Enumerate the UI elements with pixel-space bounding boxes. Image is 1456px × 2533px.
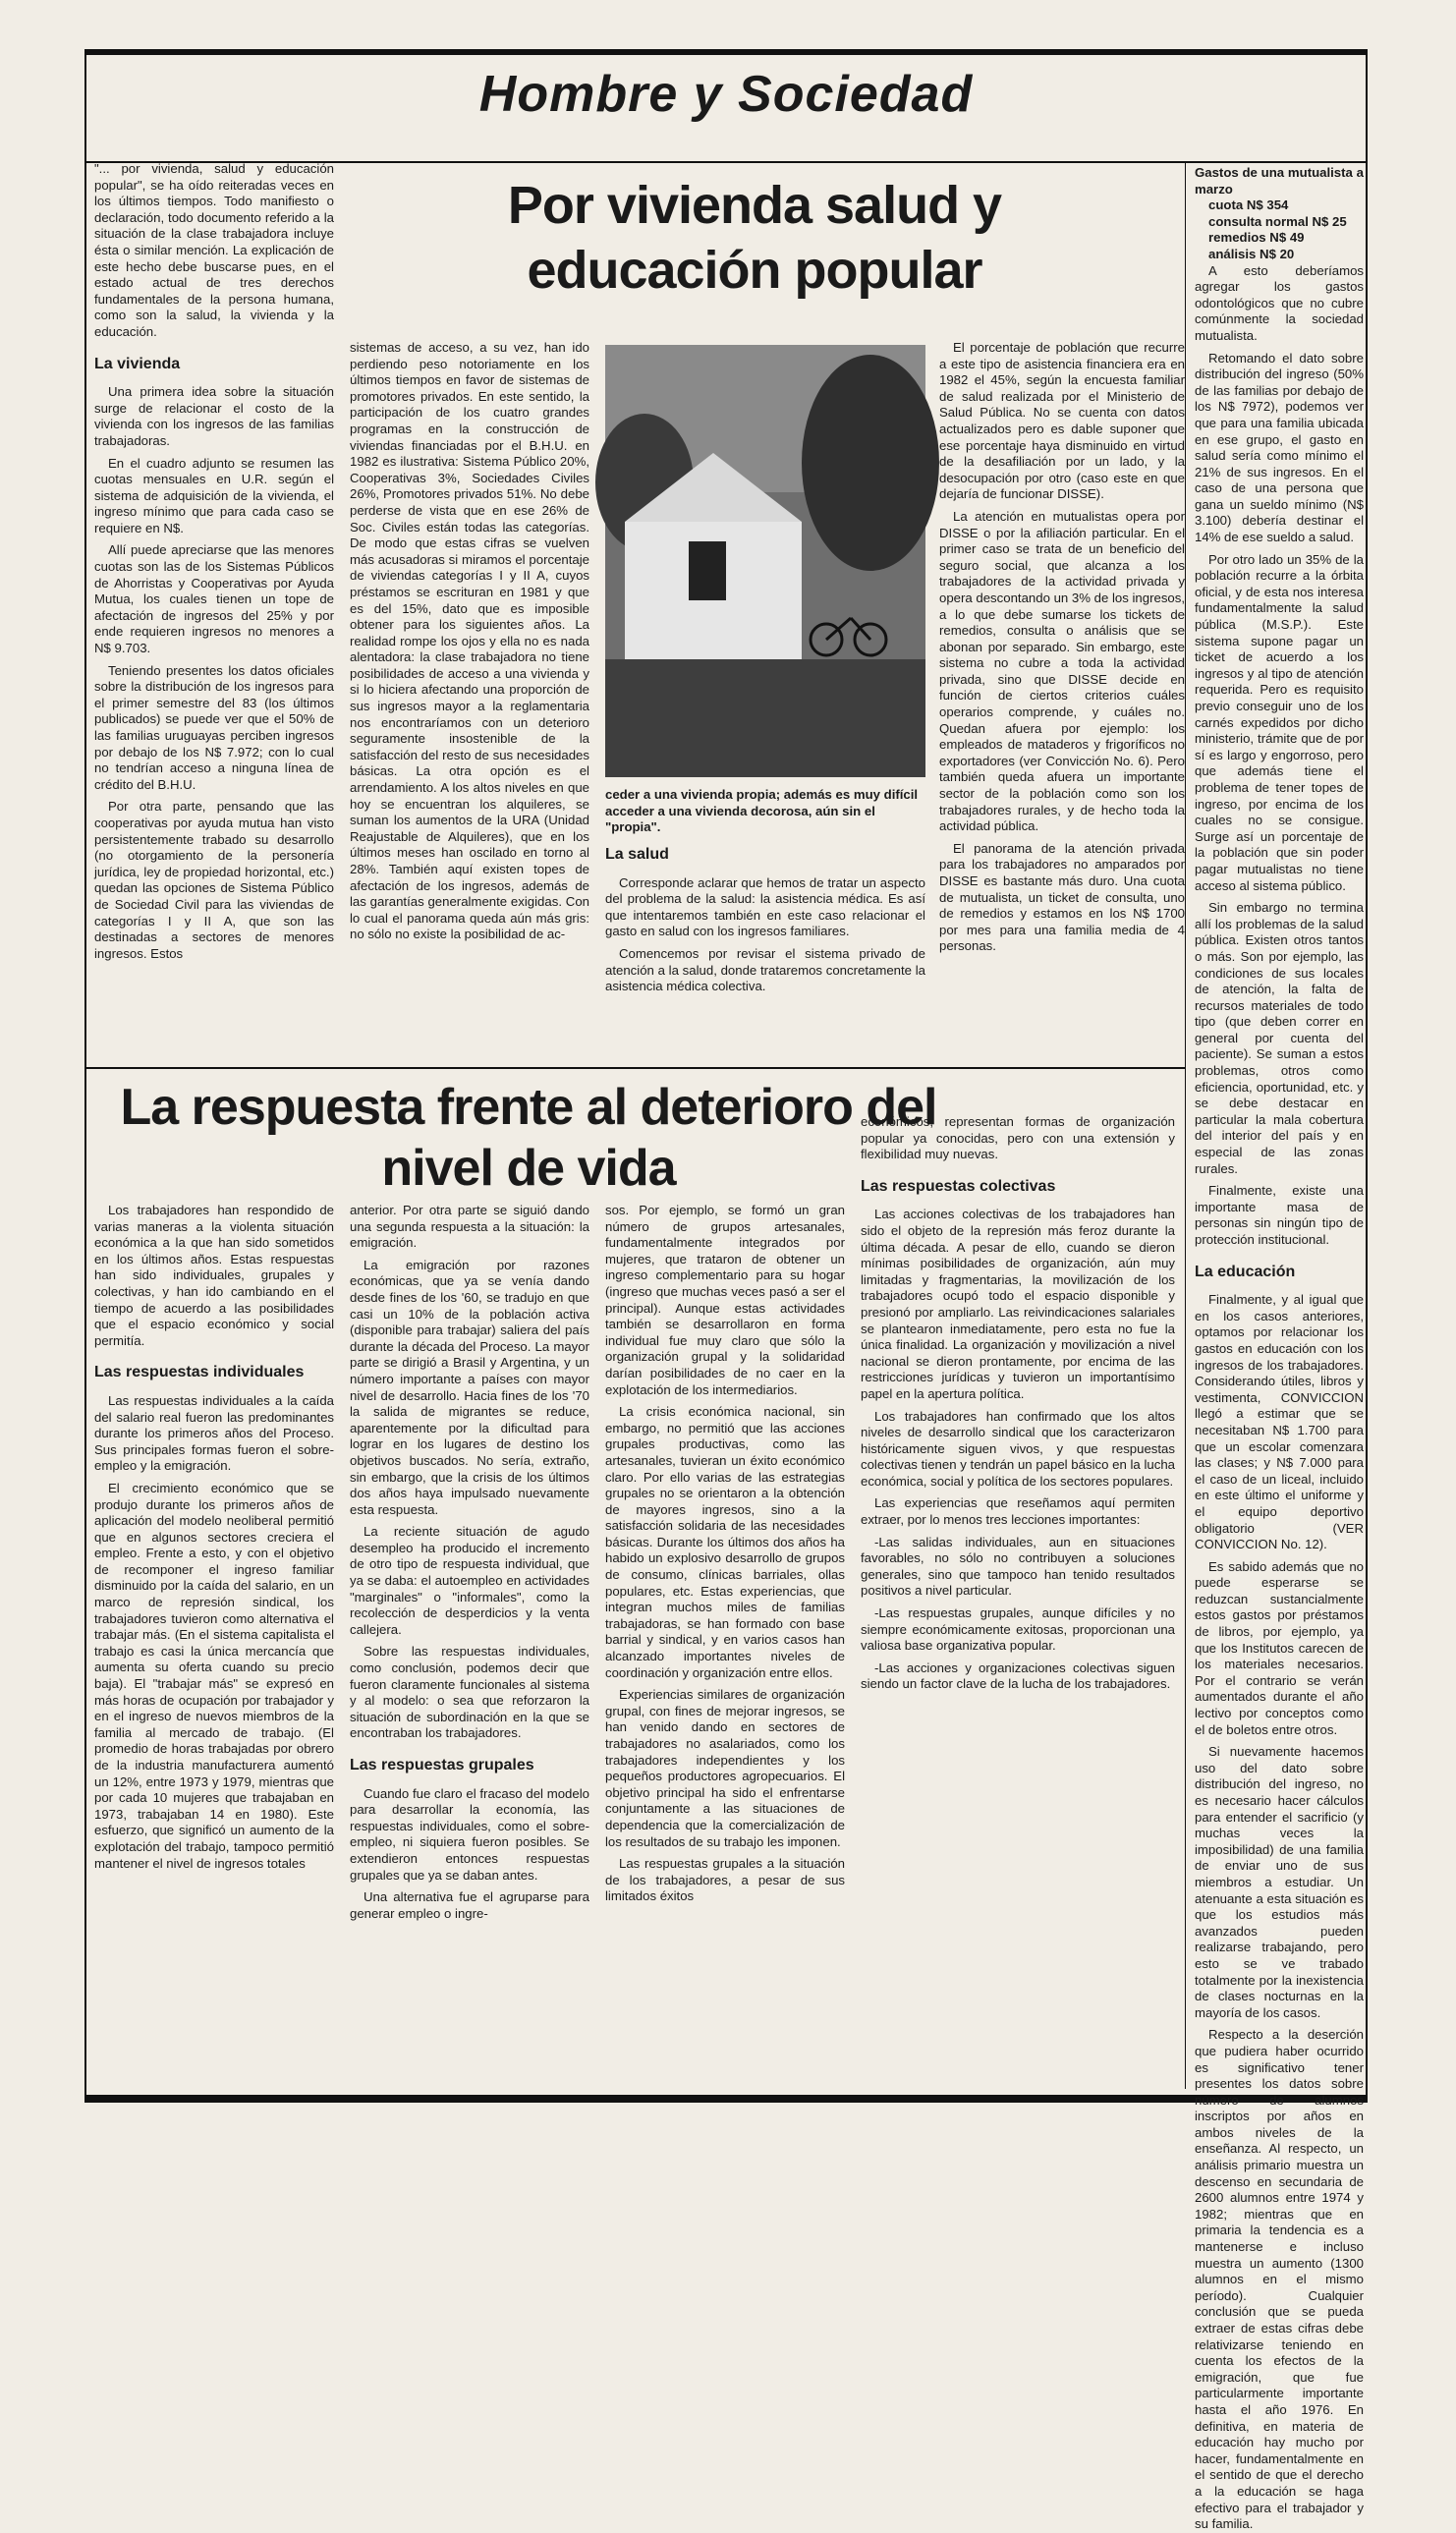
paragraph: Comencemos por revisar el sistema privado de atención a la salud, donde trataremos concretamente la asistencia médica colectiva.: [605, 945, 925, 994]
paragraph: Cuando fue claro el fracaso del modelo para desarrollar la economía, las respuestas individuales, como el sobre-empleo, ni siquiera fueron posibles. Se extendieron entonces respuestas grupales que ya se daban antes.: [350, 1785, 589, 1883]
intro-paragraph: "... por vivienda, salud y educación popular", se ha oído reiteradas veces en los últimos tiempos. Todo manifiesto o declaración, todo documento referido a la situación de la clase trabajadora incluye ésta o similar mención. La explicación de este hecho debe buscarse pues, en el estado actual de tres derechos fundamentales de la persona humana, como son la salud, la vivienda y la educación.: [94, 161, 334, 339]
house-photo: [605, 345, 925, 777]
paragraph: Allí puede apreciarse que las menores cuotas son las de los Sistemas Públicos de Ahorristas y Cooperativas por Ayuda Mutua, los cuales tienen un tope de afectación de ingresos del 25% y por ende requieren ingresos no menores a N$ 9.703.: [94, 542, 334, 656]
article-divider: [86, 1067, 1185, 1069]
paragraph: La crisis económica nacional, sin embargo, no permitió que las acciones grupales productivas, como las artesanales, tuvieran un éxito económico claro. Por ello varias de las estrategias grupales no se orientaron a la obtención de mayores ingresos, sino a la satisfacción solidaria de las necesidades básicas. Durante los últimos dos años ha habido un explosivo desarrollo de grupos de consumo, clínicas barriales, ollas populares, etc. Estas experiencias, que integran muchos miles de familias trabajadoras, se han formado con base barrial y sindical, y en varios casos han alcanzado importantes niveles de coordinación y organización entre ellos.: [605, 1404, 845, 1680]
paragraph: Teniendo presentes los datos oficiales sobre la distribución de los ingresos para el primer semestre del 83 (los últimos publicados) se puede ver que el 50% de las familias uruguayas perciben ingresos por debajo de los N$ 7.972; con lo cual no tendrían acceso a ninguna línea de crédito del B.H.U.: [94, 662, 334, 792]
section-title: Hombre y Sociedad: [478, 66, 974, 123]
paragraph: La reciente situación de agudo desempleo ha producido el incremento de otro tipo de respuesta individual, que ya se daba: el autoempleo en actividades "marginales" o "informales", como la recolección de desperdicios y la venta callejera.: [350, 1524, 589, 1637]
paragraph: Sobre las respuestas individuales, como conclusión, podemos decir que fueron claramente funcionales al sistema y al modelo: o sea que reforzaron la situación de subordinación en la que se encontraban los trabajadores.: [350, 1644, 589, 1741]
paragraph: -Las salidas individuales, aun en situaciones favorables, no sólo no contribuyen a soluciones generales, sino que tampoco han tenido resultados positivos a nivel particular.: [861, 1534, 1175, 1599]
subheading-vivienda: La vivienda: [94, 355, 181, 372]
paragraph: Corresponde aclarar que hemos de tratar un aspecto del problema de la salud: la asistencia médica. Es así que intentaremos también en este caso relacionar el gasto en salud con los ingresos familiares.: [605, 874, 925, 939]
gastos-line: consulta normal N$ 25: [1208, 213, 1347, 229]
paragraph: Los trabajadores han confirmado que los altos niveles de desarrollo sindical que los caracterizaron históricamente siguen vivos, y que respuestas colectivas tienen y tendrán un papel básico en la lucha económica, social y política de los sectores populares.: [861, 1408, 1175, 1489]
article2-column-1: [94, 1203, 334, 2087]
paragraph: La atención en mutualistas opera por DISSE o por la afiliación particular. En el primer caso se trata de un beneficio del seguro social, que alcanza a los trabajadores de la actividad privada y opera descontando un 3% de los ingresos, a lo que debe sumarse los tickets de remedios, consulta o análisis que se abonan por separado. Sin embargo, este sistema no cubre a toda la actividad privada, sino que DISSE decide en función de ciertos criterios cuáles operarios comprende, y cuáles no. Quedan afuera por ejemplo: los empleados de mataderos y frigoríficos no exportadores (ver Convicción No. 6). Pero también queda afuera un importante sector de la población como son los trabajadores rurales, y de hecho toda la actividad pública.: [939, 508, 1186, 834]
article2-column-3: [605, 1203, 845, 2087]
paragraph: anterior. Por otra parte se siguió dando una segunda respuesta a la situación: la emigración.: [350, 1203, 589, 1251]
photo-caption: ceder a una vivienda propia; además es muy difícil acceder a una vivienda decorosa, aún sin el "propia".: [605, 787, 919, 835]
paragraph: Por otra parte, pensando que las cooperativas por ayuda mutua han visto persistentemente trabado su desarrollo (no otorgamiento de la personería jurídica, ley de propiedad horizontal, etc.) quedan las opciones de Sistema Público de Sociedad Civil para las viviendas de categorías I y II A, que son las destinadas a sectores de menores ingresos. Estos: [94, 799, 334, 961]
paragraph: Finalmente, existe una importante masa de personas sin ningún tipo de protección institucional.: [1195, 1183, 1364, 1247]
paragraph: sos. Por ejemplo, se formó un gran número de grupos artesanales, fundamentalmente integrados por mujeres, que trataron de obtener un ingreso complementario para su hogar (ingreso que muchas veces pasó a ser el principal). Aunque estas actividades también se desarrollaron en forma individual fue muy claro que sólo la organización grupal y la solidaridad darían posibilidades de no caer en la explotación de los intermediarios.: [605, 1203, 845, 1397]
paragraph: Los trabajadores han respondido de varias maneras a la violenta situación económica a la que han sido sometidos en los últimos años. Estas respuestas han sido individuales, grupales y colectivas, y han ido cambiando en el tiempo de acuerdo a las posibilidades que el espacio económico y social permitía.: [94, 1203, 334, 1348]
article2-column-2: [350, 1203, 589, 2087]
paragraph: A esto deberíamos agregar los gastos odontológicos que no cubre comúnmente la sociedad mutualista.: [1195, 262, 1364, 343]
subheading-individuales: Las respuestas individuales: [94, 1364, 305, 1381]
paragraph: Las experiencias que reseñamos aquí permiten extraer, por lo menos tres lecciones importantes:: [861, 1495, 1175, 1528]
gastos-line: análisis N$ 20: [1208, 246, 1295, 261]
subheading-grupales: Las respuestas grupales: [350, 1757, 534, 1773]
article2-column-4: [861, 1114, 1175, 2087]
gastos-line: cuota N$ 354: [1208, 197, 1289, 213]
article1-column-5: [1195, 165, 1364, 2532]
column-rule: [1185, 161, 1186, 2089]
paragraph: -Las acciones y organizaciones colectivas siguen siendo un factor clave de la lucha de los trabajadores.: [861, 1660, 1175, 1692]
paragraph: Respecto a la deserción que pudiera haber ocurrido es significativo tener presentes los datos sobre número de alumnos inscriptos por años en ambos niveles de la enseñanza. Al respecto, un análisis primario muestra un descenso en secundaria de 2600 alumnos entre 1974 y 1982; mientras que en primaria la tendencia es a mantenerse e incluso muestra un aumento (1300 alumnos en el mismo período). Cualquier conclusión que se pueda extraer de estas cifras debe relativizarse teniendo en cuenta los efectos de la emigración, que fue particularmente importante hasta el año 1976. En definitiva, en materia de educación hay mucho por hacer, fundamentalmente en el sentido de que el derecho a la educación se haga efectivo para el trabajador y su familia.: [1195, 2027, 1364, 2532]
paragraph: económicos, representan formas de organización popular ya conocidas, pero con una extensión y flexibilidad muy nuevas.: [861, 1114, 1175, 1162]
newspaper-page: [84, 49, 1368, 2532]
paragraph: Una primera idea sobre la situación surge de relacionar el costo de la vivienda con los ingresos de las familias trabajadoras.: [94, 384, 334, 448]
paragraph: En el cuadro adjunto se resumen las cuotas mensuales en U.R. según el sistema de adquisición de la vivienda, el ingreso mínimo que para cada caso se requiere en N$.: [94, 455, 334, 535]
paragraph: La emigración por razones económicas, que ya se venía dando desde fines de los '60, se tradujo en que casi un 10% de la población activa (disponible para trabajar) saliera del país durante la década del Proceso. La mayor parte se dirigió a Brasil y Argentina, y un número importante a países con mayor nivel de desarrollo. Hacia fines de los '70 la salida de migrantes se reduce, aparentemente por la dificultad para lograr en los lugares de destino los objetivos buscados. No sería, extraño, sin embargo, que la crisis de los últimos dos años haya impulsado nuevamente esta respuesta.: [350, 1257, 589, 1517]
subheading-salud: La salud: [605, 846, 669, 863]
paragraph: Las acciones colectivas de los trabajadores han sido el objeto de la represión más feroz durante la última década. A pesar de ello, cuando se dieron mínimas posibilidades de organización, aún muy limitadas y fragmentarias, la movilización de los trabajadores ocupó todo el espacio disponible y presionó por ampliarlo. Las reivindicaciones salariales se plantearon inmediatamente, pero esta no fue la única finalidad. La organización y movilización a nivel nacional se dieron prontamente, por encima de las restricciones jurídicas y tuvieron un importantísimo papel en la apertura política.: [861, 1207, 1175, 1401]
paragraph: sistemas de acceso, a su vez, han ido perdiendo peso notoriamente en los últimos tiempos en favor de sistemas de promotores privados. En este sentido, la participación de los cuatro grandes programas en la construcción de viviendas financiadas por el B.H.U. en 1982 es ilustrativa: Sistema Público 20%, Cooperativas 3%, Sociedades Civiles 26%, Promotores privados 51%. No debe perderse de vista que en ese 26% de Soc. Civiles están todas las categorías. De modo que estas cifras se vuelven más acusadoras si miramos el porcentaje de viviendas categorías I y II A, cuyos préstamos se escrituran en 1981 y que es del 15%, dato que es imposible obtener para los siguientes años. La realidad rompe los ojos y ella no es nada alentadora: la clase trabajadora no tiene posibilidades de acceso a una vivienda y si lo hiciera afectando una proporción de sus ingresos mayor a la reglamentaria nos encontraríamos con un deterioro seguramente insostenible de la satisfacción del resto de sus necesidades básicas. La otra opción es el arrendamiento. A los altos niveles en que hoy se encuentran los alquileres, se suman los aumentos de la URA (Unidad Reajustable de Alquileres), que en los últimos meses han oscilado en torno al 28%. También aquí existen topes de afectación de los ingresos, además de las garantías generalmente exigidas. Con lo cual el panorama queda aún más gris: no sólo no existe la posibilidad de ac-: [350, 340, 589, 942]
article1-column-2: [350, 340, 589, 1045]
paragraph: Sin embargo no termina allí los problemas de la salud pública. Existen otros tantos o más. Son por ejemplo, las condiciones de sus locales de atención, la falta de recursos materiales de todo tipo (que deben correr en general por cuenta del paciente). Se suman a estos problemas, otros como eficiencia, oportunidad, etc. y se debe destacar en particular la mala cobertura del interior del país y en especial de las zonas rurales.: [1195, 900, 1364, 1176]
paragraph: Las respuestas grupales a la situación de los trabajadores, a pesar de sus limitados éxitos: [605, 1856, 845, 1904]
house-illustration: [605, 345, 925, 777]
paragraph: Retomando el dato sobre distribución del ingreso (50% de las familias por debajo de los N$ 7972), podemos ver que para una familia ubicada en ese grupo, el gasto en salud sería como mínimo el 21% de sus ingresos. En el caso de una persona que gana un sueldo mínimo (N$ 3.100) debería destinar el 14% de ese sueldo a salud.: [1195, 350, 1364, 545]
article1-column-4: [939, 340, 1185, 1045]
gastos-title: Gastos de una mutualista a marzo: [1195, 165, 1364, 197]
paragraph: Experiencias similares de organización grupal, con fines de mejorar ingresos, se han venido dando en sectores de trabajadores no asalariados, como los trabajadores independientes y los pequeños productores agropecuarios. El objetivo principal ha sido el enfrentarse conjuntamente a las situaciones de dependencia que la comercialización de los resultados de su trabajo les imponen.: [605, 1687, 845, 1849]
subheading-colectivas: Las respuestas colectivas: [861, 1177, 1056, 1195]
gastos-box: [1195, 165, 1364, 263]
paragraph: Una alternativa fue el agruparse para generar empleo o ingre-: [350, 1889, 589, 1921]
paragraph: Por otro lado un 35% de la población recurre a la órbita oficial, y de esta nos interesa fundamentalmente la salud pública (M.S.P.). Este sistema supone pagar un ticket de acuerdo a los ingresos y al tipo de atención requerida. Pero es requisito previo conseguir uno de los carnés expedidos por dicho ministerio, trámite que de por sí es largo y engorroso, pero que además tiene el problema de tener topes de ingreso, por encima de los cuales no se consigue. Surge así un porcentaje de la población que sin poder pagar mutualistas no tiene acceso al sistema público.: [1195, 551, 1364, 893]
article2-headline: La respuesta frente al deterioro del nivel de vida: [120, 1079, 937, 1197]
paragraph: Es sabido además que no puede esperarse se reduzcan sustancialmente estos gastos por préstamos de libros, por ejemplo, ya que los Institutos carecen de los materiales necesarios. Por el contrario se verán aumentados durante el año lectivo por conceptos como el de boletos entre otros.: [1195, 1558, 1364, 1737]
masthead: [86, 55, 1366, 163]
paragraph: -Las respuestas grupales, aunque difíciles y no siempre económicamente exitosas, proporcionan una valiosa base organizativa popular.: [861, 1605, 1175, 1654]
paragraph: El panorama de la atención privada para los trabajadores no amparados por DISSE es bastante más duro. Una cuota de mutualista, un ticket de consulta, uno de remedios y estamos en los N$ 1700 por mes para una familia media de 4 personas.: [939, 840, 1185, 954]
paragraph: El crecimiento económico que se produjo durante los primeros años de aplicación del modelo neoliberal permitió que en algunos sectores creciera el empleo. Frente a esto, y con el objetivo de recomponer el ingreso familiar disminuido por la caída del salario, en un marco de represión sindical, los trabajadores tuvieron como alternativa el trabajar más. (En el sistema capitalista el trabajo es casi la única mercancía que aumenta su oferta cuando su precio baja). El "trabajar más" se expresó en más horas de ocupación por trabajador y en el ingreso de nuevos miembros de la familia al mercado de trabajo. (El promedio de horas trabajadas por obrero de la industria manufacturera aumentó un 12%, entre 1973 y 1979, mientras que por cada 10 mujeres que trabajaban en 1973, trabajaban 14 en 1980). Este esfuerzo, que significó un aumento de la explotación del trabajo, tampoco permitió mantener el nivel de ingresos totales: [94, 1480, 334, 1871]
article1-column-1: [94, 161, 334, 1045]
paragraph: Las respuestas individuales a la caída del salario real fueron las predominantes durante los primeros años del Proceso. Sus principales formas fueron el sobre-empleo y la emigración.: [94, 1392, 334, 1474]
paragraph: Finalmente, y al igual que en los casos anteriores, optamos por relacionar los gastos en educación con los ingresos de los trabajadores. Considerando útiles, libros y vestimenta, CONVICCION llegó a estimar que se necesitaban N$ 1.700 para que un escolar comenzara las clases; y N$ 7.000 para el caso de un liceal, incluido en este último el uniforme y el equipo deportivo obligatorio (VER CONVICCION No. 12).: [1195, 1292, 1364, 1552]
paragraph: El porcentaje de población que recurre a este tipo de asistencia financiera era en 1982 el 45%, según la encuesta familiar de salud realizada por el Ministerio de Salud Pública. No se cuenta con datos actualizados pero es dable suponer que ese porcentaje haya disminuido en virtud de la desafiliación por un lado, y la desocupación por otro (caso este en que dejaría de funcionar DISSE).: [939, 340, 1185, 502]
subheading-educacion: La educación: [1195, 1263, 1296, 1280]
paragraph: Si nuevamente hacemos uso del dato sobre distribución del ingreso, no es necesario hacer cálculos para entender el sacrificio (y muchas veces la imposibilidad) de una familia de enviar uno de sus miembros a estudiar. Un atenuante a esta situación es que los estudios más avanzados pueden realizarse trabajando, pero esto se ve trabado totalmente por la inexistencia de clases nocturnas en la mayoría de los casos.: [1195, 1744, 1364, 2020]
article1-headline: Por vivienda salud y educación popular: [507, 176, 1002, 300]
gastos-line: remedios N$ 49: [1208, 230, 1305, 246]
article1-column-3: [605, 831, 925, 1045]
